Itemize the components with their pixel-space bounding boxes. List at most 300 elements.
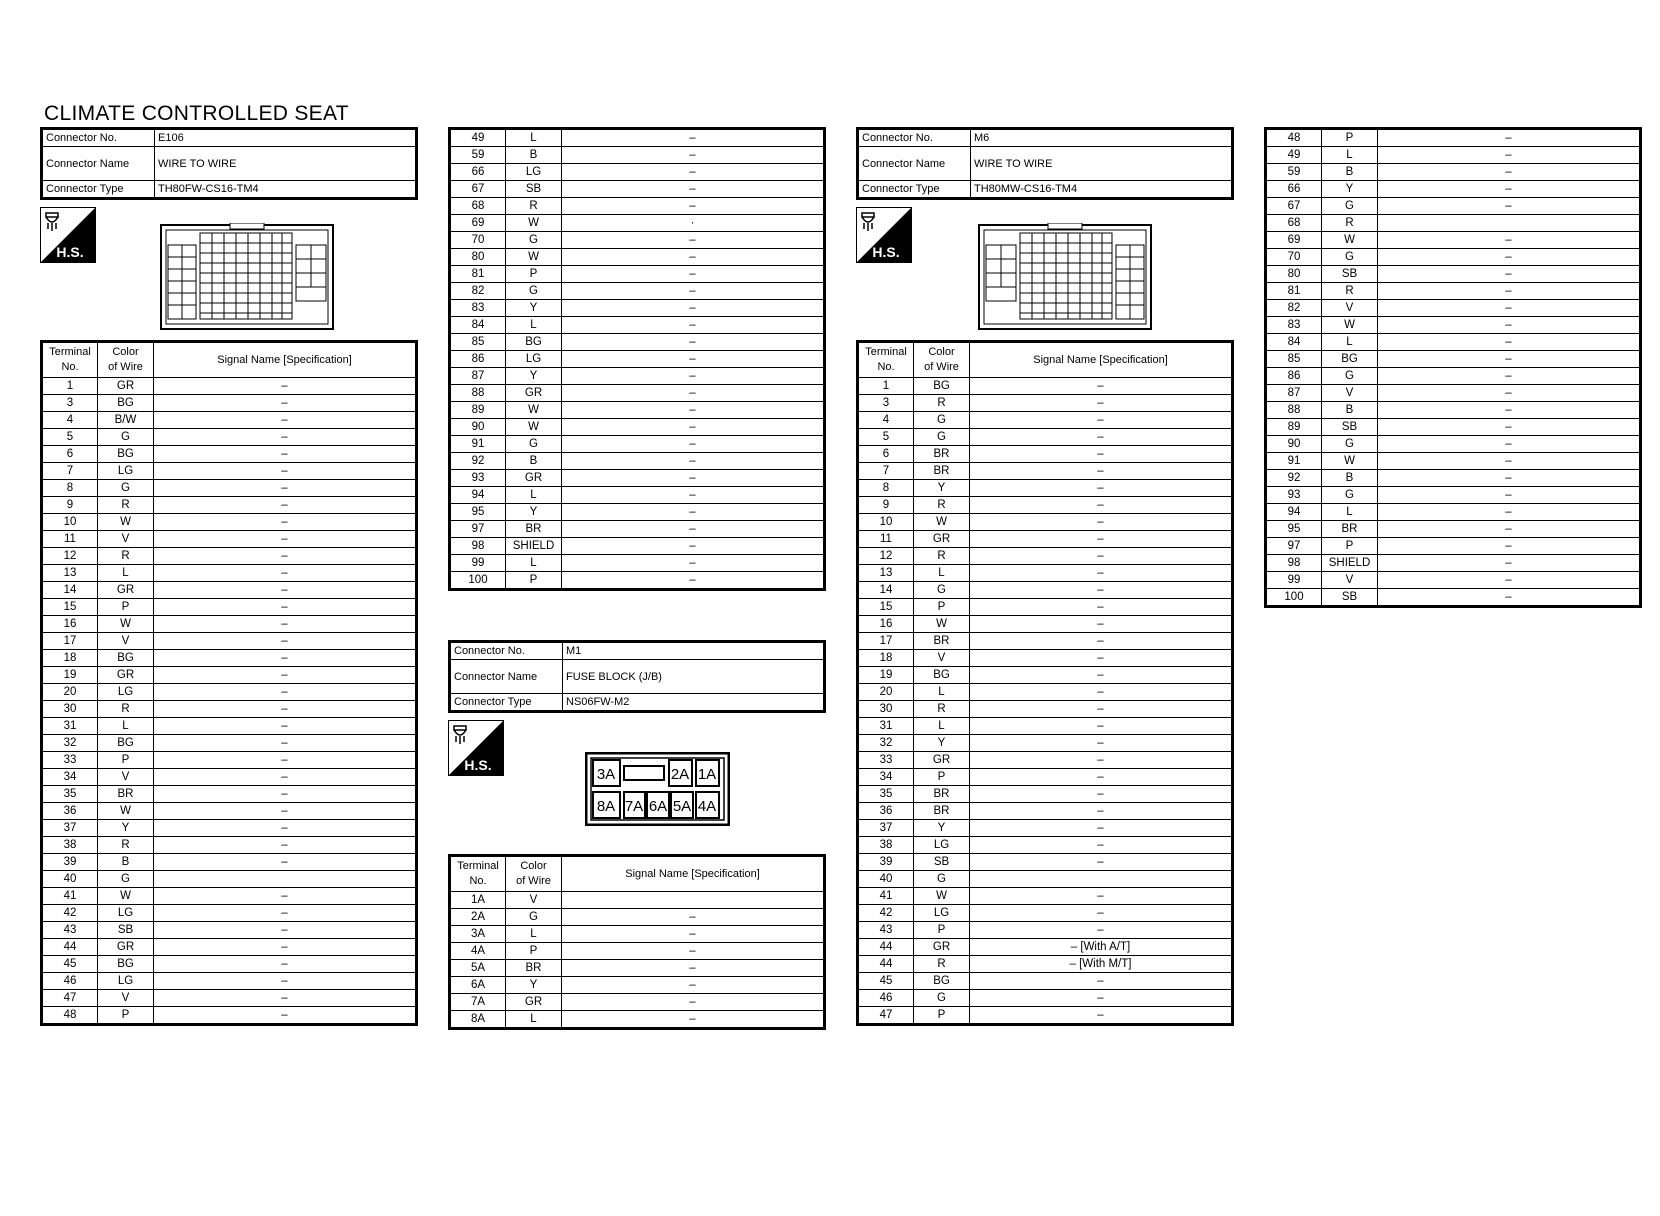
- signal-name: –: [970, 735, 1233, 752]
- terminal-no: 100: [450, 572, 506, 590]
- terminal-no: 81: [450, 266, 506, 283]
- table-row: [858, 565, 1233, 582]
- table-row: [450, 129, 825, 147]
- terminal-no: 7: [42, 463, 98, 480]
- table-row: [42, 667, 417, 684]
- signal-name: –: [154, 378, 417, 395]
- table-row: [42, 650, 417, 667]
- wire-color: SB: [98, 922, 154, 939]
- table-row: [450, 436, 825, 453]
- wire-color: P: [914, 1007, 970, 1025]
- signal-name: –: [154, 480, 417, 497]
- signal-name: –: [970, 650, 1233, 667]
- terminal-no: 13: [858, 565, 914, 582]
- table-row: [1266, 521, 1641, 538]
- table-row: [1266, 198, 1641, 215]
- wire-color: L: [1322, 504, 1378, 521]
- terminal-no: 66: [450, 164, 506, 181]
- table-row: [42, 752, 417, 769]
- signal-name: –: [1378, 334, 1641, 351]
- m6-terminal-table: [856, 340, 1234, 1026]
- signal-name: –: [562, 249, 825, 266]
- terminal-no: 94: [1266, 504, 1322, 521]
- table-row: [450, 538, 825, 555]
- connector-no-value: E106: [155, 129, 417, 147]
- signal-name: –: [970, 854, 1233, 871]
- signal-name: –: [154, 429, 417, 446]
- terminal-no: 41: [42, 888, 98, 905]
- terminal-no: 82: [1266, 300, 1322, 317]
- pin-4a: 4A: [697, 798, 717, 815]
- terminal-no: 11: [42, 531, 98, 548]
- wire-color: R: [98, 548, 154, 565]
- table-row: [858, 888, 1233, 905]
- wire-color: SB: [1322, 589, 1378, 607]
- table-row: [1266, 385, 1641, 402]
- table-row: [858, 446, 1233, 463]
- wire-color: R: [914, 956, 970, 973]
- signal-name: – [With M/T]: [970, 956, 1233, 973]
- signal-name: –: [562, 266, 825, 283]
- table-row: [450, 419, 825, 436]
- wire-color: G: [914, 871, 970, 888]
- wire-color: B: [1322, 470, 1378, 487]
- signal-name: –: [970, 752, 1233, 769]
- signal-name: –: [1378, 402, 1641, 419]
- table-row: [450, 453, 825, 470]
- terminal-no: 42: [42, 905, 98, 922]
- header-color: Color of Wire: [506, 856, 562, 892]
- terminal-no: 93: [1266, 487, 1322, 504]
- signal-name: –: [562, 232, 825, 249]
- terminal-no: 12: [858, 548, 914, 565]
- table-row: [858, 990, 1233, 1007]
- signal-name: –: [970, 378, 1233, 395]
- signal-name: –: [562, 994, 825, 1011]
- wire-color: BR: [914, 446, 970, 463]
- table-row: [1266, 300, 1641, 317]
- wire-color: W: [98, 803, 154, 820]
- terminal-no: 95: [1266, 521, 1322, 538]
- wire-color: L: [506, 926, 562, 943]
- wire-color: L: [506, 129, 562, 147]
- signal-name: –: [562, 555, 825, 572]
- table-row: [858, 718, 1233, 735]
- terminal-no: 19: [858, 667, 914, 684]
- wire-color: GR: [914, 752, 970, 769]
- terminal-no: 6: [858, 446, 914, 463]
- wire-color: Y: [98, 820, 154, 837]
- table-row: [450, 232, 825, 249]
- table-row: [858, 395, 1233, 412]
- header-terminal: Terminal No.: [450, 856, 506, 892]
- wire-color: B: [506, 453, 562, 470]
- signal-name: –: [154, 752, 417, 769]
- wire-color: P: [98, 752, 154, 769]
- table-row: [42, 497, 417, 514]
- table-row: [450, 521, 825, 538]
- wire-color: P: [914, 922, 970, 939]
- terminal-no: 91: [1266, 453, 1322, 470]
- wire-color: SB: [914, 854, 970, 871]
- terminal-no: 12: [42, 548, 98, 565]
- table-row: [1266, 555, 1641, 572]
- terminal-no: 81: [1266, 283, 1322, 300]
- signal-name: –: [562, 198, 825, 215]
- table-row: [1266, 572, 1641, 589]
- m1-connector-info: [448, 640, 826, 713]
- table-row: [1266, 402, 1641, 419]
- wire-color: SB: [506, 181, 562, 198]
- signal-name: –: [970, 446, 1233, 463]
- wire-color: G: [914, 429, 970, 446]
- wire-color: P: [98, 599, 154, 616]
- table-row: [858, 905, 1233, 922]
- terminal-no: 84: [450, 317, 506, 334]
- table-row: [858, 412, 1233, 429]
- signal-name: –: [1378, 317, 1641, 334]
- table-row: [858, 548, 1233, 565]
- wire-color: L: [914, 684, 970, 701]
- signal-name: –: [154, 497, 417, 514]
- signal-name: –: [970, 429, 1233, 446]
- signal-name: –: [970, 531, 1233, 548]
- signal-name: –: [1378, 164, 1641, 181]
- terminal-no: 40: [858, 871, 914, 888]
- terminal-no: 47: [858, 1007, 914, 1025]
- m1-connector-face-diagram: [585, 752, 730, 826]
- terminal-no: 93: [450, 470, 506, 487]
- connector-no-value: M6: [971, 129, 1233, 147]
- wire-color: G: [1322, 487, 1378, 504]
- terminal-no: 84: [1266, 334, 1322, 351]
- terminal-no: 87: [1266, 385, 1322, 402]
- signal-name: –: [562, 181, 825, 198]
- signal-name: –: [562, 351, 825, 368]
- terminal-no: 8A: [450, 1011, 506, 1029]
- wire-color: R: [98, 837, 154, 854]
- table-row: [42, 616, 417, 633]
- terminal-no: 82: [450, 283, 506, 300]
- table-row: [1266, 232, 1641, 249]
- pin-8a: 8A: [596, 798, 616, 815]
- table-row: [450, 994, 825, 1011]
- terminal-no: 32: [858, 735, 914, 752]
- terminal-no: 6A: [450, 977, 506, 994]
- pin-1a: 1A: [697, 766, 717, 783]
- table-row: [42, 956, 417, 973]
- wire-color: L: [1322, 334, 1378, 351]
- table-row: [450, 892, 825, 909]
- signal-name: –: [1378, 129, 1641, 147]
- table-row: [858, 769, 1233, 786]
- table-row: [42, 395, 417, 412]
- terminal-no: 4: [42, 412, 98, 429]
- wire-color: GR: [914, 939, 970, 956]
- signal-name: –: [970, 837, 1233, 854]
- terminal-no: 89: [450, 402, 506, 419]
- terminal-no: 98: [1266, 555, 1322, 572]
- terminal-no: 4: [858, 412, 914, 429]
- connector-name-value: FUSE BLOCK (J/B): [563, 660, 825, 694]
- wire-color: V: [914, 650, 970, 667]
- table-row: [450, 572, 825, 590]
- terminal-no: 92: [1266, 470, 1322, 487]
- wire-color: L: [506, 317, 562, 334]
- signal-name: –: [562, 453, 825, 470]
- signal-name: –: [562, 504, 825, 521]
- table-row: [42, 701, 417, 718]
- signal-name: –: [1378, 470, 1641, 487]
- wire-color: BG: [914, 973, 970, 990]
- terminal-no: 90: [450, 419, 506, 436]
- wire-color: P: [914, 599, 970, 616]
- hs-label: H.S.: [872, 244, 900, 260]
- header-terminal: Terminal No.: [858, 342, 914, 378]
- signal-name: –: [154, 531, 417, 548]
- signal-name: –: [970, 888, 1233, 905]
- signal-name: –: [1378, 351, 1641, 368]
- table-row: [858, 582, 1233, 599]
- wire-color: LG: [98, 905, 154, 922]
- terminal-no: 44: [858, 956, 914, 973]
- terminal-no: 88: [450, 385, 506, 402]
- harness-side-icon: [856, 207, 912, 263]
- terminal-no: 1: [858, 378, 914, 395]
- wire-color: BG: [98, 395, 154, 412]
- signal-name: –: [1378, 504, 1641, 521]
- signal-name: –: [970, 820, 1233, 837]
- terminal-no: 37: [42, 820, 98, 837]
- table-row: [450, 215, 825, 232]
- wire-color: GR: [506, 385, 562, 402]
- signal-name: –: [154, 905, 417, 922]
- table-row: [42, 718, 417, 735]
- hs-label: H.S.: [56, 244, 84, 260]
- terminal-no: 32: [42, 735, 98, 752]
- terminal-no: 15: [42, 599, 98, 616]
- table-row: [1266, 249, 1641, 266]
- header-signal: Signal Name [Specification]: [970, 342, 1233, 378]
- terminal-no: 88: [1266, 402, 1322, 419]
- table-row: [450, 385, 825, 402]
- table-row: [858, 803, 1233, 820]
- signal-name: –: [562, 419, 825, 436]
- wire-color: Y: [914, 480, 970, 497]
- terminal-no: 97: [1266, 538, 1322, 555]
- signal-name: –: [1378, 453, 1641, 470]
- terminal-no: 85: [1266, 351, 1322, 368]
- terminal-no: 59: [450, 147, 506, 164]
- wire-color: W: [914, 514, 970, 531]
- terminal-no: 43: [858, 922, 914, 939]
- m1-terminal-table: [448, 854, 826, 1030]
- wire-color: BG: [98, 956, 154, 973]
- wire-color: G: [1322, 198, 1378, 215]
- signal-name: –: [562, 977, 825, 994]
- wire-color: W: [506, 215, 562, 232]
- connector-type-label: Connector Type: [450, 694, 563, 712]
- table-row: [450, 470, 825, 487]
- table-row: [42, 446, 417, 463]
- terminal-no: 4A: [450, 943, 506, 960]
- signal-name: – [With A/T]: [970, 939, 1233, 956]
- terminal-no: 66: [1266, 181, 1322, 198]
- wire-color: Y: [1322, 181, 1378, 198]
- table-row: [858, 871, 1233, 888]
- signal-name: –: [970, 463, 1233, 480]
- terminal-no: 20: [42, 684, 98, 701]
- table-row: [450, 926, 825, 943]
- table-row: [42, 871, 417, 888]
- table-row: [42, 735, 417, 752]
- table-row: [42, 820, 417, 837]
- terminal-no: 33: [858, 752, 914, 769]
- wire-color: R: [1322, 283, 1378, 300]
- signal-name: –: [562, 926, 825, 943]
- terminal-no: 40: [42, 871, 98, 888]
- wire-color: BR: [914, 786, 970, 803]
- wire-color: R: [914, 548, 970, 565]
- table-row: [450, 351, 825, 368]
- table-row: [450, 249, 825, 266]
- terminal-no: 31: [858, 718, 914, 735]
- terminal-no: 6: [42, 446, 98, 463]
- signal-name: –: [1378, 266, 1641, 283]
- signal-name: –: [562, 960, 825, 977]
- table-row: [858, 650, 1233, 667]
- table-row: [858, 854, 1233, 871]
- terminal-no: 5A: [450, 960, 506, 977]
- wire-color: BG: [506, 334, 562, 351]
- wire-color: G: [98, 480, 154, 497]
- signal-name: –: [154, 769, 417, 786]
- wire-color: V: [506, 892, 562, 909]
- wire-color: R: [914, 701, 970, 718]
- table-row: [1266, 453, 1641, 470]
- wire-color: P: [98, 1007, 154, 1025]
- terminal-no: 31: [42, 718, 98, 735]
- terminal-no: 87: [450, 368, 506, 385]
- signal-name: –: [970, 786, 1233, 803]
- terminal-no: 90: [1266, 436, 1322, 453]
- terminal-no: 80: [450, 249, 506, 266]
- hs-label: H.S.: [464, 757, 492, 773]
- table-row: [450, 487, 825, 504]
- signal-name: –: [1378, 147, 1641, 164]
- table-row: [450, 909, 825, 926]
- terminal-no: 70: [450, 232, 506, 249]
- table-row: [450, 943, 825, 960]
- table-row: [1266, 164, 1641, 181]
- signal-name: –: [1378, 368, 1641, 385]
- wire-color: P: [1322, 129, 1378, 147]
- table-row: [1266, 181, 1641, 198]
- wire-color: GR: [98, 939, 154, 956]
- wire-color: SHIELD: [1322, 555, 1378, 572]
- terminal-no: 11: [858, 531, 914, 548]
- wire-color: G: [506, 909, 562, 926]
- table-row: [1266, 129, 1641, 147]
- terminal-no: 86: [450, 351, 506, 368]
- table-row: [450, 181, 825, 198]
- wire-color: BR: [506, 960, 562, 977]
- wire-color: LG: [914, 837, 970, 854]
- terminal-no: 99: [450, 555, 506, 572]
- signal-name: –: [562, 385, 825, 402]
- table-row: [858, 429, 1233, 446]
- table-row: [858, 667, 1233, 684]
- signal-name: –: [154, 786, 417, 803]
- wire-color: R: [914, 395, 970, 412]
- signal-name: –: [970, 922, 1233, 939]
- m6-connector-info: [856, 127, 1234, 200]
- table-row: [1266, 470, 1641, 487]
- wire-color: BR: [914, 463, 970, 480]
- wire-color: GR: [98, 582, 154, 599]
- signal-name: –: [970, 548, 1233, 565]
- signal-name: –: [970, 769, 1233, 786]
- signal-name: –: [562, 283, 825, 300]
- terminal-no: 8: [42, 480, 98, 497]
- connector-type-label: Connector Type: [42, 181, 155, 199]
- table-row: [858, 701, 1233, 718]
- table-row: [42, 429, 417, 446]
- terminal-no: 98: [450, 538, 506, 555]
- table-row: [42, 514, 417, 531]
- connector-name-label: Connector Name: [42, 147, 155, 181]
- terminal-no: 17: [42, 633, 98, 650]
- signal-name: –: [154, 395, 417, 412]
- terminal-no: 3A: [450, 926, 506, 943]
- wire-color: Y: [506, 300, 562, 317]
- wire-color: V: [1322, 572, 1378, 589]
- signal-name: –: [1378, 181, 1641, 198]
- wire-color: V: [1322, 300, 1378, 317]
- signal-name: –: [1378, 300, 1641, 317]
- table-row: [1266, 351, 1641, 368]
- e106-connector-face-diagram: [160, 223, 335, 331]
- terminal-no: 18: [858, 650, 914, 667]
- signal-name: –: [970, 514, 1233, 531]
- signal-name: –: [562, 129, 825, 147]
- table-row: [450, 283, 825, 300]
- wire-color: GR: [98, 667, 154, 684]
- header-signal: Signal Name [Specification]: [562, 856, 825, 892]
- table-row: [858, 956, 1233, 973]
- signal-name: –: [970, 803, 1233, 820]
- table-row: [1266, 334, 1641, 351]
- wire-color: P: [506, 572, 562, 590]
- signal-name: –: [154, 973, 417, 990]
- table-row: [42, 599, 417, 616]
- wire-color: BG: [98, 446, 154, 463]
- signal-name: –: [1378, 487, 1641, 504]
- terminal-no: 33: [42, 752, 98, 769]
- terminal-no: 8: [858, 480, 914, 497]
- terminal-no: 43: [42, 922, 98, 939]
- signal-name: –: [970, 1007, 1233, 1025]
- table-row: [42, 412, 417, 429]
- signal-name: –: [154, 565, 417, 582]
- table-row: [858, 531, 1233, 548]
- wire-color: BG: [914, 667, 970, 684]
- terminal-no: 49: [1266, 147, 1322, 164]
- wire-color: L: [98, 718, 154, 735]
- wire-color: L: [1322, 147, 1378, 164]
- wire-color: BG: [1322, 351, 1378, 368]
- wire-color: BR: [914, 803, 970, 820]
